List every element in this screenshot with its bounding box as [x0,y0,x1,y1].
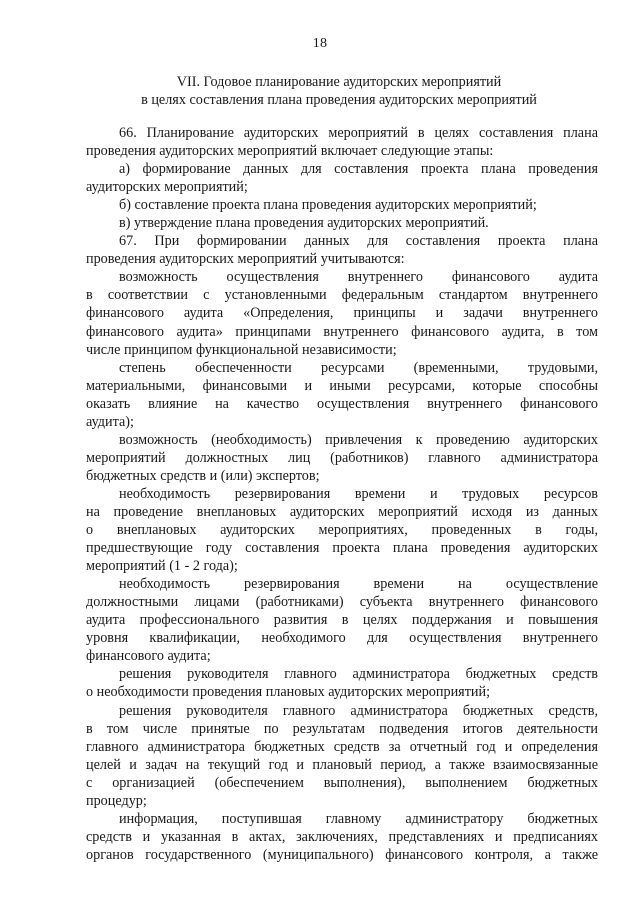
text-line: мероприятий (1 - 2 года); [86,558,238,575]
text-line: аудита профессионального развития в целях поддержания и повышения [86,612,598,629]
text-line: средств и указанная в актах, заключениях, представлениях и предписаниях [86,828,598,845]
text-line: уровня квалификации, необходимого для осуществления внутреннего [86,630,598,647]
text-line: в том числе принятые по результатам подведения итогов деятельности [86,720,598,737]
text-line: финансового аудита» принципами внутреннего финансового аудита, в том [86,323,598,340]
text-line: возможность (необходимость) привлечения к проведению аудиторских [119,431,598,448]
text-line: решения руководителя главного администратора бюджетных средств, [119,702,598,719]
text-line: мероприятий должностных лиц (работников) главного администратора [86,449,598,466]
text-line: материальными, финансовыми и иными ресурсами, которые способны [86,377,598,394]
text-line: бюджетных средств и (или) экспертов; [86,467,320,484]
text-line: финансового аудита; [86,648,211,665]
text-line: о внеплановых аудиторских мероприятиях, проведенных в годы, [86,522,598,539]
text-line: числе принципом функциональной независимости; [86,341,397,358]
text-line: необходимость резервирования времени и трудовых ресурсов [119,485,598,502]
text-line: процедур; [86,792,147,809]
text-line: 67. При формировании данных для составления проекта плана [119,233,598,250]
text-line: в) утверждение плана проведения аудиторских мероприятий. [119,215,489,232]
text-line: проведения аудиторских мероприятий учитываются: [86,251,405,268]
section-title [80,73,598,109]
text-line: на проведение внеплановых аудиторских мероприятий исходя из данных [86,503,598,520]
text-line: о необходимости проведения плановых аудиторских мероприятий; [86,684,491,701]
text-line: степень обеспеченности ресурсами (временными, трудовыми, [119,359,598,376]
text-line: должностными лицами (работниками) субъекта внутреннего финансового [86,594,598,611]
section-title-line: в целях составления плана проведения аудиторских мероприятий [141,92,537,108]
body-text [86,124,598,864]
text-line: в соответствии с установленными федеральным стандартом внутреннего [86,287,598,304]
text-line: 66. Планирование аудиторских мероприятий в целях составления плана [119,125,598,141]
text-line: информация, поступившая главному администратору бюджетных [119,810,598,827]
text-line: а) формирование данных для составления проекта плана проведения [119,161,598,178]
text-line: необходимость резервирования времени на осуществление [119,576,598,593]
text-line: целей и задач на текущий год и плановый период, а также взаимосвязанные [86,756,598,773]
text-line: б) составление проекта плана проведения аудиторских мероприятий; [119,197,537,214]
text-line: возможность осуществления внутреннего финансового аудита [119,269,598,286]
text-line: органов государственного (муниципального) финансового контроля, а также [86,846,598,863]
text-line: оказать влияние на качество осуществления внутреннего финансового [86,395,598,412]
section-title-line: VII. Годовое планирование аудиторских мероприятий [176,74,502,90]
text-line: проведения аудиторских мероприятий включает следующие этапы: [86,143,494,160]
page-number: 18 [312,36,328,51]
text-line: аудиторских мероприятий; [86,179,248,196]
text-line: с организацией (обеспечением выполнения), выполнением бюджетных [86,774,598,791]
text-line: аудита); [86,413,134,430]
text-line: главного администратора бюджетных средств за отчетный год и определения [86,738,598,755]
text-line: предшествующие году составления проекта плана проведения аудиторских [86,540,598,557]
text-line: решения руководителя главного администратора бюджетных средств [119,666,598,683]
text-line: финансового аудита «Определения, принципы и задачи внутреннего [86,305,598,322]
